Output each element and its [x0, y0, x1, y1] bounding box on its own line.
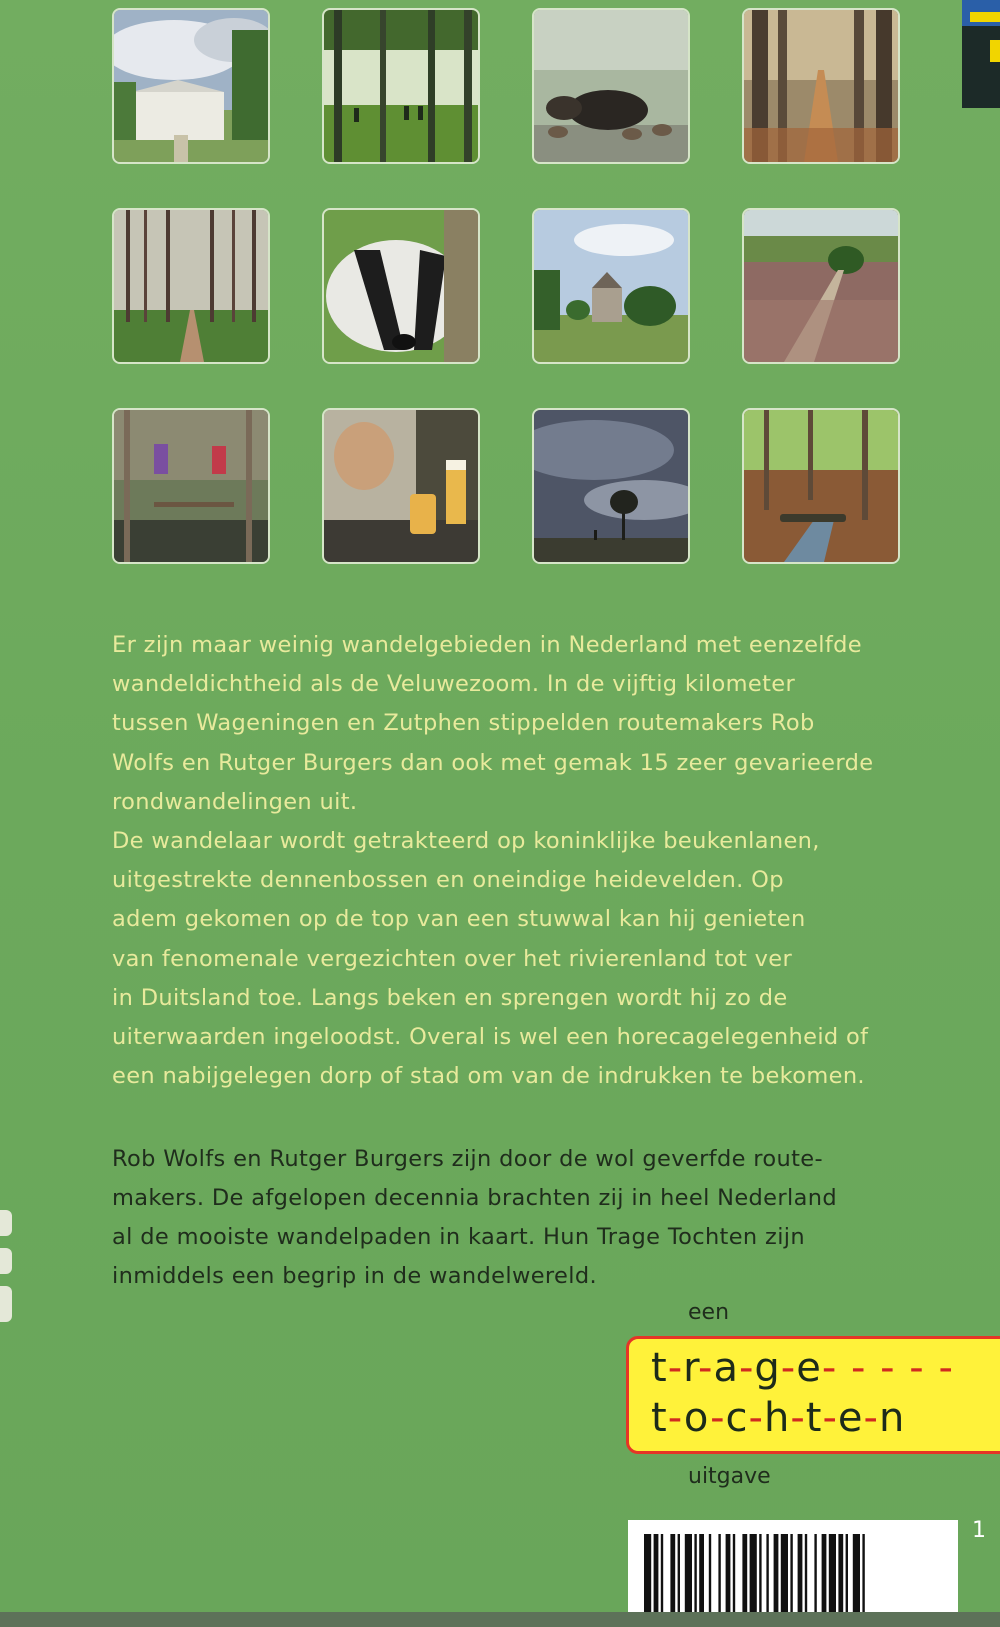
bio-line: inmiddels een begrip in de wandelwereld. — [112, 1263, 597, 1289]
beech-avenue-photo — [742, 8, 900, 164]
cloudy-heath-tree-photo — [532, 408, 690, 564]
castle-landscape-photo — [532, 208, 690, 364]
heathland-photo — [742, 208, 900, 364]
pine-forest-path-photo — [112, 208, 270, 364]
intro-text — [112, 626, 912, 1096]
intro-line: uitgestrekte dennenbossen en oneindige heidevelden. Op — [112, 867, 784, 894]
spine-corner-tab — [962, 0, 1000, 108]
barcode-digit: 1 — [972, 1518, 986, 1543]
badger-photo — [322, 208, 480, 364]
bottom-band — [0, 1612, 1000, 1627]
intro-line: Wolfs en Rutger Burgers dan ook met gemak 15 zeer gevarieerde — [112, 749, 874, 776]
logo-line-tochten: t-o-c-h-t-e-n — [651, 1395, 906, 1441]
intro-line: Er zijn maar weinig wandelgebieden in Nederland met eenzelfde — [112, 632, 862, 658]
author-bio-text — [112, 1140, 912, 1296]
intro-line: uiterwaarden ingeloodst. Overal is wel een horecagelegenheid of — [112, 1024, 869, 1051]
logo-prefix: een — [688, 1300, 730, 1325]
intro-line: in Duitsland toe. Langs beken en sprengen wordt hij zo de — [112, 984, 788, 1011]
logo-line-trage: t-r-a-g-e- - - - - — [651, 1345, 954, 1391]
intro-line: wandeldichtheid als de Veluwezoom. In de vijftig kilometer — [112, 671, 796, 698]
intro-line: een nabijgelegen dorp of stad om van de indrukken te bekomen. — [112, 1063, 865, 1090]
intro-line: tussen Wageningen en Zutphen stippelden routemakers Rob — [112, 710, 815, 737]
wild-boar-photo — [532, 8, 690, 164]
bio-line: makers. De afgelopen decennia brachten zij in heel Nederland — [112, 1185, 837, 1211]
photo-grid — [112, 8, 904, 583]
forest-stream-bridge-photo — [742, 408, 900, 564]
bio-line: Rob Wolfs en Rutger Burgers zijn door de wol geverfde route- — [112, 1146, 823, 1172]
walkers-in-avenue-photo — [322, 8, 480, 164]
isbn-barcode — [628, 1520, 958, 1627]
terrace-beer-photo — [322, 408, 480, 564]
intro-line: van fenomenale vergezichten over het rivierenland tot ver — [112, 945, 793, 972]
intro-line: De wandelaar wordt getrakteerd op koninklijke beukenlanen, — [112, 828, 820, 855]
trage-tochten-logo — [626, 1336, 1000, 1454]
intro-line: adem gekomen op de top van een stuwwal kan hij genieten — [112, 906, 806, 933]
edge-mark — [0, 1210, 12, 1328]
hikers-crossing-stream-photo — [112, 408, 270, 564]
manor-house-photo — [112, 8, 270, 164]
bio-line: al de mooiste wandelpaden in kaart. Hun Trage Tochten zijn — [112, 1224, 806, 1250]
logo-suffix: uitgave — [688, 1464, 771, 1489]
intro-line: rondwandelingen uit. — [112, 788, 358, 815]
